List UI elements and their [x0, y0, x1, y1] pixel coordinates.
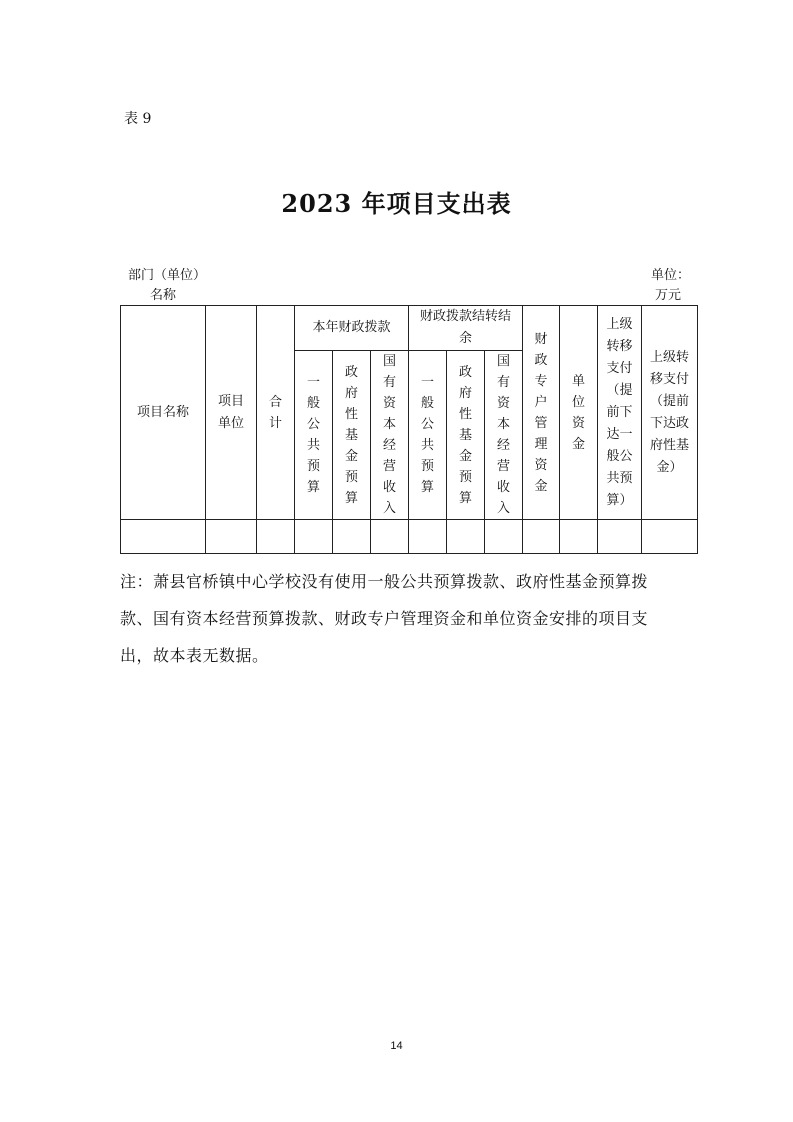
header-sub-state-capital-2: 国有资本经营收入 [485, 351, 523, 520]
table-cell [257, 520, 295, 554]
header-sub-gov-fund-1: 政府性基金预算 [333, 351, 371, 520]
table-row [121, 520, 698, 554]
table-cell [206, 520, 257, 554]
header-row-1 [121, 306, 698, 351]
footnote: 注：萧县官桥镇中心学校没有使用一般公共预算拨款、政府性基金预算拨款、国有资本经营预算拨款、财政专户管理资金和单位资金安排的项目支出，故本表无数据。 [120, 572, 649, 665]
header-sub-general-budget-1: 一般公共预算 [295, 351, 333, 520]
header-sub-general-budget-2: 一般公共预算 [409, 351, 447, 520]
table-cell [409, 520, 447, 554]
department-label-line1: 部门（单位） [128, 268, 207, 283]
page-number: 14 [390, 1040, 403, 1052]
table-cell [560, 520, 598, 554]
unit-label-line2: 万元 [655, 288, 682, 303]
page-title: 2023 年项目支出表 [281, 189, 512, 218]
header-total: 合计 [257, 306, 295, 520]
header-project-unit: 项目单位 [206, 306, 257, 520]
table-cell [485, 520, 523, 554]
table-cell [642, 520, 698, 554]
header-upper-transfer-general: 上级转移支付（提前下达一般公共预算） [598, 306, 642, 520]
header-project-name: 项目名称 [121, 306, 206, 520]
table-cell [371, 520, 409, 554]
table-cell [121, 520, 206, 554]
table-cell [295, 520, 333, 554]
unit-label-line1: 单位： [651, 268, 691, 283]
table-cell [523, 520, 560, 554]
table-cell [447, 520, 485, 554]
department-label [128, 266, 218, 306]
header-fiscal-carryover: 财政拨款结转结余 [409, 306, 523, 351]
header-fiscal-special: 财政专户管理资金 [523, 306, 560, 520]
department-label-line2: 名称 [150, 288, 177, 303]
table-cell [598, 520, 642, 554]
header-sub-state-capital-1: 国有资本经营收入 [371, 351, 409, 520]
table-cell [333, 520, 371, 554]
header-current-year-fiscal: 本年财政拨款 [295, 306, 409, 351]
table-number: 表 9 [124, 111, 152, 127]
header-upper-transfer-fund: 上级转移支付（提前下达政府性基金） [642, 306, 698, 520]
header-unit-funds: 单位资金 [560, 306, 598, 520]
project-expenditure-table [120, 305, 698, 554]
unit-label [651, 266, 701, 306]
header-sub-gov-fund-2: 政府性基金预算 [447, 351, 485, 520]
